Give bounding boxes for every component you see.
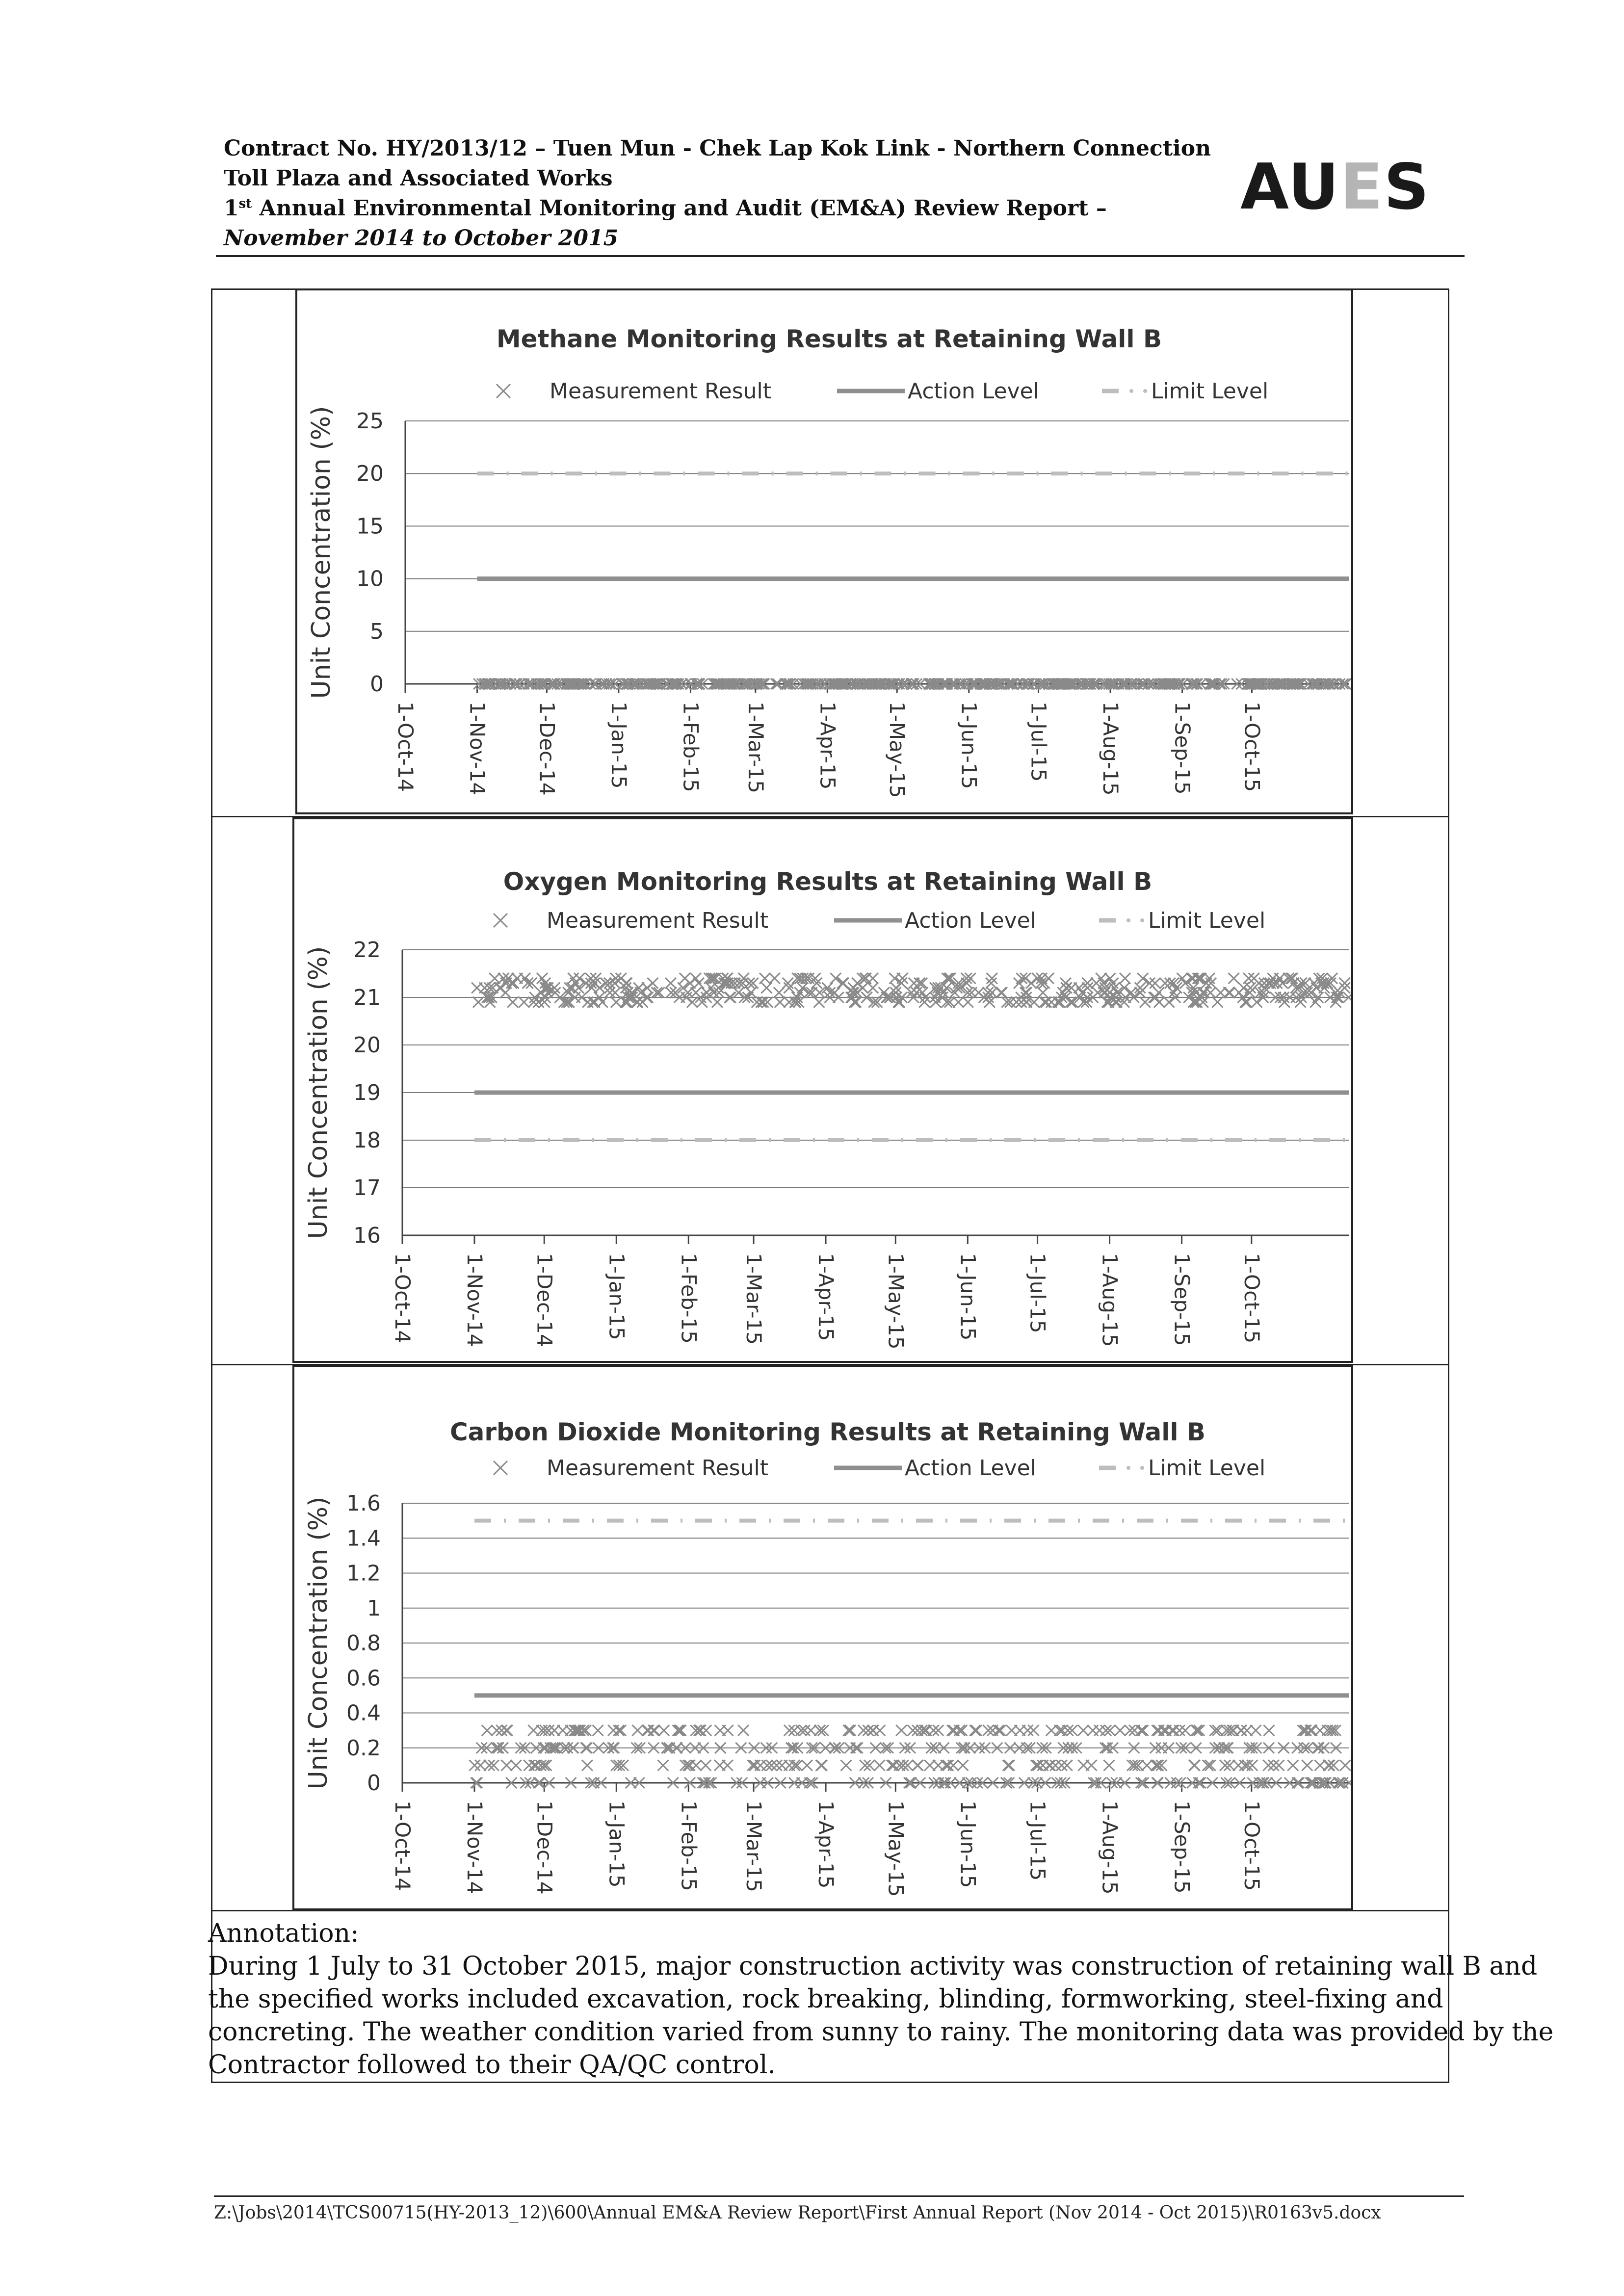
y-tick-label: 5 [370, 619, 384, 644]
measurement-point [1028, 1725, 1039, 1736]
measurement-point [746, 987, 757, 998]
measurement-point [971, 1725, 982, 1736]
legend-limit-dot-b [1143, 389, 1147, 393]
measurement-point [501, 1760, 512, 1771]
legend-limit-dot-a [1129, 389, 1133, 393]
measurement-point [501, 1725, 512, 1736]
report-header [224, 133, 1211, 253]
y-tick-label: 16 [353, 1223, 381, 1248]
measurement-point [587, 997, 598, 1008]
logo-e: E [1340, 151, 1384, 224]
measurement-point [806, 1725, 816, 1736]
measurement-point [1022, 1725, 1033, 1736]
x-tick-label: 1-Jan-15 [604, 1253, 629, 1340]
x-tick-label: 1-Oct-14 [391, 1800, 415, 1891]
measurement-point [1263, 1760, 1274, 1771]
chart-title: Methane Monitoring Results at Retaining Wall B [496, 325, 1162, 353]
measurement-point [1041, 997, 1051, 1008]
measurement-point [954, 1725, 965, 1736]
measurement-point [1062, 1760, 1073, 1771]
measurement-point [582, 997, 593, 1008]
measurement-point [845, 1725, 856, 1736]
measurement-point [813, 997, 824, 1008]
x-tick-label: 1-Jul-15 [1025, 1800, 1050, 1881]
measurement-point [665, 978, 676, 989]
measurement-point [1229, 973, 1239, 984]
measurement-point [479, 983, 490, 993]
x-tick-label: 1-Apr-15 [814, 1253, 838, 1341]
measurement-point [1142, 1760, 1153, 1771]
y-tick-label: 20 [353, 1033, 381, 1058]
x-tick-label: 1-Mar-15 [742, 1253, 766, 1345]
y-tick-label: 18 [353, 1128, 381, 1153]
measurement-point [843, 1725, 854, 1736]
x-tick-label: 1-Feb-15 [679, 702, 703, 792]
annotation-block [208, 1917, 1554, 2082]
co2-chart-panel [292, 1365, 1353, 1910]
x-tick-label: 1-Jan-15 [606, 702, 631, 789]
legend-limit-dot-a [1126, 918, 1130, 922]
x-tick-label: 1-Sep-15 [1170, 1253, 1194, 1346]
measurement-point [1004, 1760, 1015, 1771]
x-tick-label: 1-Mar-15 [742, 1800, 766, 1893]
legend-limit-dot-b [1140, 918, 1144, 922]
x-tick-label: 1-Jul-15 [1026, 702, 1051, 782]
measurement-point [1249, 973, 1259, 984]
measurement-point [491, 1725, 502, 1736]
measurement-point [1330, 1725, 1341, 1736]
y-tick-label: 0.8 [346, 1631, 381, 1656]
measurement-point [1239, 1760, 1250, 1771]
aues-logo [1240, 151, 1430, 224]
measurement-point [708, 987, 719, 998]
header-line-3 [224, 193, 1211, 223]
x-tick-label: 1-Oct-14 [391, 1253, 415, 1344]
measurement-point [761, 983, 772, 993]
header-line-3-num: 1 [224, 196, 239, 221]
x-tick-label: 1-Mar-15 [743, 702, 768, 794]
legend-measurement-label: Measurement Result [547, 908, 769, 933]
measurement-point [1212, 1725, 1223, 1736]
measurement-point [700, 1760, 711, 1771]
x-tick-label: 1-Feb-15 [677, 1800, 701, 1891]
x-tick-label: 1-Dec-14 [532, 1253, 557, 1347]
measurement-point [511, 1760, 522, 1771]
measurement-point [867, 983, 878, 993]
measurement-point [693, 978, 704, 989]
measurement-point [1087, 1725, 1098, 1736]
measurement-point [649, 1725, 660, 1736]
annotation-line-4: Contractor followed to their QA/QC control. [208, 2050, 776, 2080]
measurement-point [658, 1725, 669, 1736]
y-axis-title: Unit Concentration (%) [304, 1496, 333, 1790]
y-tick-label: 0 [367, 1771, 381, 1796]
legend-action-label: Action Level [908, 379, 1039, 404]
x-tick-label: 1-Aug-15 [1099, 702, 1123, 796]
measurement-point [1056, 1760, 1067, 1771]
legend-measurement-label: Measurement Result [550, 379, 772, 404]
measurement-point [963, 997, 973, 1008]
measurement-point [1115, 1725, 1126, 1736]
measurement-point [993, 1725, 1004, 1736]
y-tick-label: 20 [356, 461, 384, 487]
measurement-point [1234, 987, 1245, 998]
header-line-1: Contract No. HY/2013/12 – Tuen Mun - Chek Lap Kok Link - Northern Connection [224, 136, 1211, 161]
measurement-point [933, 1760, 943, 1771]
header-line-3-sup: st [238, 196, 252, 211]
measurement-series [469, 1725, 1351, 1788]
legend-limit-label: Limit Level [1151, 379, 1269, 404]
measurement-point [769, 973, 780, 984]
measurement-point [760, 973, 770, 984]
x-tick-label: 1-Aug-15 [1098, 1800, 1122, 1895]
measurement-point [632, 1725, 643, 1736]
measurement-point [482, 1725, 493, 1736]
x-tick-label: 1-Apr-15 [815, 702, 840, 790]
x-tick-label: 1-Oct-14 [393, 702, 418, 792]
measurement-point [1104, 1760, 1115, 1771]
legend-limit-label: Limit Level [1148, 908, 1266, 933]
measurement-point [774, 987, 785, 998]
measurement-point [1263, 1725, 1274, 1736]
measurement-point [475, 1760, 486, 1771]
annotation-line-1: During 1 July to 31 October 2015, major construction activity was construction of retaining wall B and [208, 1952, 1538, 1981]
measurement-point [1137, 973, 1148, 984]
measurement-point [1302, 1760, 1312, 1771]
measurement-point [1190, 997, 1201, 1008]
x-tick-label: 1-Jul-15 [1025, 1253, 1050, 1333]
measurement-point [1003, 1760, 1014, 1771]
footer-file-path: Z:\Jobs\2014\TCS00715(HY-2013_12)\600\Annual EM&A Review Report\First Annual Report (Nov 2014 - Oct 2015)\R0163v5.docx [214, 2203, 1381, 2223]
measurement-point [582, 1760, 593, 1771]
measurement-point [943, 1760, 953, 1771]
measurement-point [749, 1760, 760, 1771]
measurement-point [1174, 1725, 1185, 1736]
x-tick-label: 1-Jun-15 [956, 1253, 980, 1341]
measurement-point [1205, 1760, 1216, 1771]
measurement-point [789, 1760, 800, 1771]
chart-title: Carbon Dioxide Monitoring Results at Retaining Wall B [449, 1418, 1206, 1446]
y-tick-label: 22 [353, 938, 381, 963]
measurement-point [1235, 1725, 1246, 1736]
measurement-point [519, 997, 529, 1008]
measurement-point [529, 1760, 540, 1771]
measurement-point [1268, 1760, 1279, 1771]
measurement-point [1209, 1725, 1220, 1736]
chart-legend [497, 379, 1268, 404]
measurement-point [615, 1725, 626, 1736]
x-tick-label: 1-Sep-15 [1170, 1800, 1194, 1894]
measurement-point [691, 1760, 702, 1771]
measurement-point [1039, 997, 1050, 1008]
measurement-point [613, 1725, 624, 1736]
measurement-point [593, 1725, 603, 1736]
measurement-point [507, 997, 518, 1008]
measurement-point [654, 987, 664, 998]
x-tick-label: 1-Dec-14 [532, 1800, 557, 1895]
measurement-point [657, 1760, 668, 1771]
measurement-point [541, 1760, 552, 1771]
measurement-point [868, 1725, 879, 1736]
measurement-point [1252, 997, 1262, 1008]
measurement-point [1031, 1760, 1042, 1771]
measurement-point [1057, 1725, 1068, 1736]
x-tick-label: 1-Feb-15 [677, 1253, 701, 1344]
measurement-point [771, 1760, 782, 1771]
y-tick-label: 19 [353, 1080, 381, 1105]
y-tick-label: 1.2 [346, 1561, 381, 1586]
measurement-point [913, 1760, 923, 1771]
y-axis-title: Unit Concentration (%) [304, 946, 333, 1239]
header-line-4: November 2014 to October 2015 [224, 226, 619, 251]
measurement-point [1306, 1725, 1317, 1736]
x-tick-label: 1-Nov-14 [465, 702, 490, 796]
x-tick-label: 1-Apr-15 [814, 1800, 838, 1889]
y-tick-label: 0 [370, 672, 384, 697]
legend-limit-label: Limit Level [1148, 1456, 1266, 1481]
x-tick-label: 1-Dec-14 [535, 702, 559, 796]
x-tick-label: 1-Oct-15 [1239, 1800, 1264, 1891]
legend-measurement-label: Measurement Result [547, 1456, 769, 1481]
measurement-point [1158, 1725, 1169, 1736]
x-tick-label: 1-Sep-15 [1170, 702, 1195, 795]
methane-chart [297, 290, 1351, 812]
measurement-point [512, 973, 523, 984]
measurement-point [1045, 1760, 1055, 1771]
measurement-point [784, 1760, 795, 1771]
y-tick-label: 0.2 [346, 1735, 381, 1761]
measurement-point [969, 1725, 980, 1736]
legend-limit-dot-a [1126, 1466, 1130, 1470]
measurement-point [802, 1760, 812, 1771]
x-tick-label: 1-Aug-15 [1098, 1253, 1122, 1347]
measurement-point [1225, 987, 1235, 998]
measurement-point [674, 1725, 684, 1736]
measurement-point [1120, 973, 1130, 984]
annotation-line-3: concreting. The weather condition varied from sunny to rainy. The monitoring data was provided by the [208, 2017, 1554, 2047]
measurement-point [889, 1760, 899, 1771]
y-tick-label: 0.4 [346, 1700, 381, 1726]
measurement-point [1203, 1760, 1213, 1771]
y-tick-label: 0.6 [346, 1666, 381, 1691]
co2-chart [294, 1367, 1351, 1908]
measurement-point [1151, 1760, 1161, 1771]
measurement-point [643, 1725, 654, 1736]
measurement-point [722, 1760, 733, 1771]
x-tick-label: 1-Oct-15 [1239, 1253, 1264, 1344]
legend-limit-dot-b [1140, 1466, 1144, 1470]
measurement-point [611, 997, 622, 1008]
measurement-point [1150, 978, 1160, 989]
measurement-point [874, 1760, 885, 1771]
header-line-2: Toll Plaza and Associated Works [224, 166, 613, 191]
header-rule [216, 255, 1465, 257]
measurement-point [1323, 1760, 1334, 1771]
x-tick-label: 1-Jun-15 [957, 702, 981, 789]
measurement-point [496, 1725, 507, 1736]
measurement-point [1078, 1725, 1089, 1736]
measurement-point [1194, 973, 1205, 984]
y-tick-label: 1 [367, 1595, 381, 1621]
measurement-point [840, 1760, 851, 1771]
x-tick-label: 1-Nov-14 [463, 1253, 487, 1347]
measurement-point [1273, 1760, 1284, 1771]
measurement-point [1233, 1760, 1244, 1771]
legend-action-label: Action Level [905, 1456, 1036, 1481]
header-line-3-rest: Annual Environmental Monitoring and Audit (EM&A) Review Report – [252, 196, 1107, 221]
y-tick-label: 21 [353, 985, 381, 1010]
measurement-point [914, 978, 925, 989]
measurement-point [647, 978, 658, 989]
legend-action-label: Action Level [905, 908, 1036, 933]
measurement-point [1189, 1760, 1200, 1771]
measurement-point [1310, 997, 1321, 1008]
chart-legend [494, 908, 1265, 933]
y-tick-label: 1.4 [346, 1526, 381, 1551]
measurement-point [1215, 987, 1226, 998]
x-tick-label: 1-May-15 [884, 1253, 908, 1350]
measurement-point [722, 1725, 733, 1736]
measurement-point [1250, 1725, 1261, 1736]
methane-chart-panel [295, 288, 1353, 814]
oxygen-chart-panel [292, 817, 1353, 1363]
measurement-point [489, 973, 500, 984]
measurement-point [712, 997, 723, 1008]
y-axis-title: Unit Concentration (%) [307, 406, 336, 699]
measurement-point [469, 1760, 480, 1771]
measurement-series [471, 973, 1351, 1008]
y-tick-label: 1.6 [346, 1491, 381, 1516]
logo-s: S [1384, 151, 1430, 224]
annotation-heading: Annotation: [208, 1919, 359, 1948]
measurement-point [1046, 1725, 1057, 1736]
measurement-point [957, 1760, 968, 1771]
measurement-point [524, 1760, 534, 1771]
measurement-point [1078, 1760, 1089, 1771]
logo-au: AU [1240, 151, 1340, 224]
measurement-point [1287, 1760, 1298, 1771]
measurement-point [792, 973, 803, 984]
footer-rule [214, 2195, 1464, 2197]
x-tick-label: 1-Oct-15 [1240, 702, 1264, 792]
chart-legend [494, 1456, 1265, 1481]
measurement-point [1199, 987, 1209, 998]
x-tick-label: 1-Jun-15 [956, 1800, 980, 1888]
measurement-point [816, 1760, 827, 1771]
measurement-point [1096, 973, 1106, 984]
y-tick-label: 25 [356, 409, 384, 434]
measurement-point [896, 1725, 907, 1736]
measurement-point [956, 1725, 967, 1736]
y-tick-label: 17 [353, 1175, 381, 1200]
measurement-point [1050, 1760, 1061, 1771]
measurement-point [1212, 997, 1223, 1008]
measurement-point [1340, 1760, 1351, 1771]
measurement-point [747, 1760, 758, 1771]
measurement-point [1153, 1725, 1164, 1736]
measurement-point [973, 987, 984, 998]
x-tick-label: 1-May-15 [884, 1800, 908, 1897]
measurement-point [570, 978, 581, 989]
measurement-point [1241, 1725, 1252, 1736]
oxygen-chart [294, 819, 1351, 1361]
measurement-point [1180, 1725, 1191, 1736]
measurement-point [738, 1725, 749, 1736]
measurement-point [684, 978, 695, 989]
measurement-point [1328, 1725, 1338, 1736]
annotation-line-2: the specified works included excavation, rock breaking, blinding, formworking, steel-fixing and [208, 1984, 1443, 2014]
x-tick-label: 1-May-15 [885, 702, 910, 798]
measurement-point [775, 997, 786, 1008]
x-tick-label: 1-Nov-14 [463, 1800, 487, 1895]
chart-title: Oxygen Monitoring Results at Retaining Wall B [503, 867, 1153, 896]
measurement-point [1127, 1760, 1138, 1771]
x-tick-label: 1-Jan-15 [604, 1800, 629, 1888]
y-tick-label: 10 [356, 566, 384, 592]
y-tick-label: 15 [356, 514, 384, 539]
measurement-point [496, 983, 506, 993]
